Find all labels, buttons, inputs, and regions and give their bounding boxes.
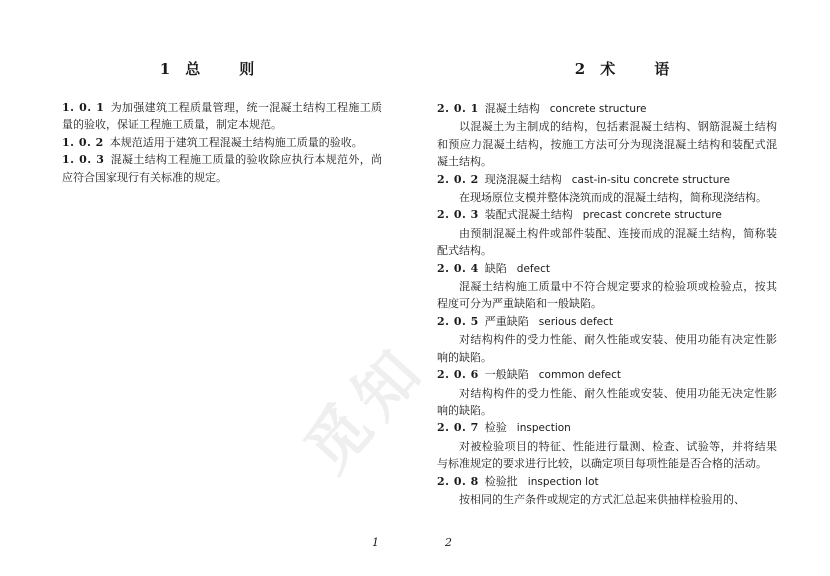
term-definition: 对被检验项目的特征、性能进行量测、检查、试验等，并将结果与标准规定的要求进行比较，以确定项目每项性能是否合格的活动。 (437, 439, 777, 471)
term-definition: 对结构构件的受力性能、耐久性能或安装、使用功能有决定性影响的缺陷。 (437, 333, 777, 364)
term-english: concrete structure (549, 103, 647, 115)
term-number: 2. 0. 1 (437, 102, 479, 115)
term-name: 一般缺陷 (484, 368, 529, 382)
watermark: 觅知 (290, 329, 442, 486)
term-english: serious defect (538, 315, 614, 328)
term-english: inspection lot (527, 475, 599, 488)
term-english: cast-in-situ concrete structure (571, 173, 730, 186)
chapter-title-char: 总 (185, 60, 202, 78)
term-heading (437, 171, 777, 189)
chapter-title (0, 58, 415, 79)
term-heading (437, 473, 777, 491)
term-definition: 按相同的生产条件或规定的方式汇总起来供抽样检验用的、 (459, 492, 745, 506)
term-number: 2. 0. 5 (437, 314, 479, 328)
term-name: 混凝土结构 (484, 102, 540, 115)
term-definition: 对结构构件的受力性能、耐久性能或安装、使用功能无决定性影响的缺陷。 (437, 386, 777, 417)
term-heading (437, 313, 777, 331)
term-definition: 由预制混凝土构件或部件装配、连接而成的混凝土结构，简称装配式结构。 (437, 226, 777, 258)
clause-number: 1. 0. 3 (62, 153, 105, 167)
term-name: 现浇混凝土结构 (484, 172, 562, 186)
term-name: 检验批 (484, 474, 518, 488)
term-definition: 混凝土结构施工质量中不符合规定要求的检验项或检验点，按其程度可分为严重缺陷和一般缺陷。 (437, 280, 777, 311)
chapter-number: 1 (159, 60, 172, 78)
term-english: common defect (538, 369, 622, 382)
term-heading (437, 419, 777, 437)
clause-text: 本规范适用于建筑工程混凝土结构施工质量的验收。 (109, 135, 363, 149)
term-english: defect (516, 262, 550, 275)
clause-number: 1. 0. 2 (62, 135, 104, 149)
term-english: inspection (516, 422, 571, 435)
term-heading (437, 206, 777, 224)
term-name: 严重缺陷 (484, 314, 529, 328)
clause-text: 混凝土结构工程施工质量的验收除应执行本规范外，尚应符合国家现行有关标准的规定。 (62, 153, 383, 184)
clause-text: 为加强建筑工程质量管理，统一混凝土结构工程施工质量的验收，保证工程施工质量，制定本规范。 (62, 101, 383, 132)
clause-number: 1. 0. 1 (62, 101, 105, 114)
term-heading (437, 100, 777, 118)
term-name: 装配式混凝土结构 (484, 208, 573, 222)
clause (62, 134, 382, 151)
right-page (415, 0, 830, 576)
term-heading (437, 260, 777, 278)
term-number: 2. 0. 8 (437, 474, 479, 488)
chapter-title-char: 语 (654, 60, 671, 78)
page-number: 2 (445, 536, 452, 549)
chapter-title-char: 则 (239, 60, 256, 78)
term-number: 2. 0. 6 (437, 368, 479, 382)
chapter-title-char: 术 (600, 60, 617, 78)
term-heading (437, 366, 777, 384)
clause (62, 99, 382, 134)
term-number: 2. 0. 3 (437, 208, 479, 222)
term-number: 2. 0. 4 (437, 261, 479, 275)
chapter-title (415, 58, 830, 79)
terms-body (437, 100, 777, 508)
chapter-body (62, 99, 382, 186)
term-name: 缺陷 (484, 261, 507, 275)
chapter-number: 2 (574, 60, 587, 78)
term-definition: 在现场原位支模并整体浇筑而成的混凝土结构，简称现浇结构。 (459, 191, 767, 205)
term-number: 2. 0. 7 (437, 421, 479, 435)
page-number: 1 (372, 536, 379, 549)
term-name: 检验 (484, 421, 507, 435)
clause (62, 151, 382, 186)
term-definition: 以混凝土为主制成的结构，包括素混凝土结构、钢筋混凝土结构和预应力混凝土结构，按施工方法可分为现浇混凝土结构和装配式混凝土结构。 (437, 120, 777, 169)
term-number: 2. 0. 2 (437, 172, 479, 186)
term-english: precast concrete structure (582, 209, 722, 222)
